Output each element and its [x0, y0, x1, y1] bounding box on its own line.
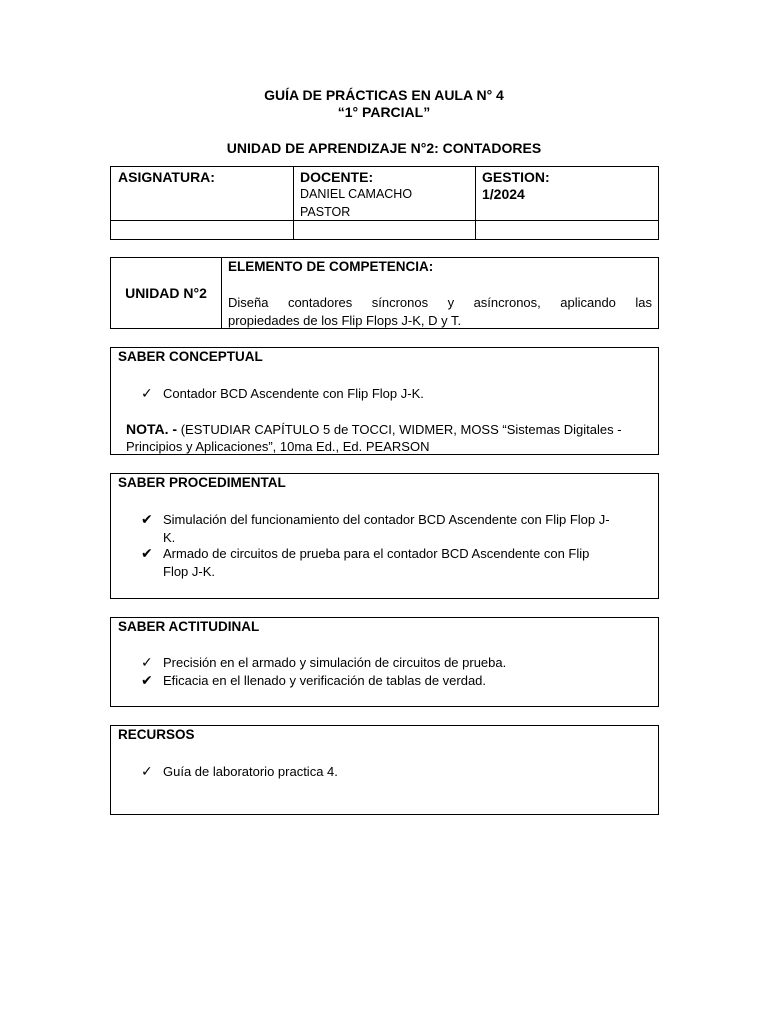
docente-label: DOCENTE:	[300, 169, 374, 185]
list-item	[163, 511, 653, 547]
unidad-label: UNIDAD N°2	[125, 285, 207, 301]
recursos-title: RECURSOS	[118, 727, 195, 742]
list-item: Eficacia en el llenado y verificación de tablas de verdad.	[163, 673, 487, 688]
asignatura-label: ASIGNATURA:	[118, 169, 215, 185]
saber-actitudinal-box	[110, 617, 659, 707]
check-icon: ✔	[141, 545, 153, 561]
docente-name	[300, 185, 412, 221]
nota-line	[126, 420, 622, 439]
gestion-value: 1/2024	[482, 186, 525, 202]
competencia-table	[110, 257, 659, 329]
list-item-line: Flop J-K.	[163, 564, 216, 579]
list-item: Precisión en el armado y simulación de circuitos de prueba.	[163, 655, 507, 670]
recursos-box	[110, 725, 659, 815]
table-divider	[221, 258, 222, 328]
nota-line: Principios y Aplicaciones”, 10ma Ed., Ed. PEARSON	[126, 439, 430, 454]
guide-subtitle: “1° PARCIAL”	[337, 104, 431, 120]
description-line: Diseña contadores síncronos y asíncronos, aplicando las	[228, 295, 652, 310]
saber-procedimental-title: SABER PROCEDIMENTAL	[118, 475, 286, 490]
nota-label: NOTA. -	[126, 421, 178, 437]
list-item	[163, 545, 653, 581]
guide-title: GUÍA DE PRÁCTICAS EN AULA N° 4	[264, 87, 504, 103]
check-icon: ✓	[141, 654, 153, 670]
competencia-description	[228, 294, 652, 330]
check-icon: ✔	[141, 672, 153, 688]
list-item-line: Armado de circuitos de prueba para el contador BCD Ascendente con Flip	[163, 546, 590, 561]
saber-conceptual-title: SABER CONCEPTUAL	[118, 349, 263, 364]
competencia-label: ELEMENTO DE COMPETENCIA:	[228, 259, 434, 274]
list-item: Guía de laboratorio practica 4.	[163, 764, 338, 779]
check-icon: ✓	[141, 385, 153, 401]
nota-text: (ESTUDIAR CAPÍTULO 5 de TOCCI, WIDMER, MOSS “Sistemas Digitales -	[180, 422, 622, 437]
table-divider	[475, 167, 476, 239]
check-icon: ✓	[141, 763, 153, 779]
description-line: propiedades de los Flip Flops J-K, D y T.	[228, 313, 462, 328]
list-item-line: K.	[163, 530, 176, 545]
list-item-line: Simulación del funcionamiento del contador BCD Ascendente con Flip Flop J-	[163, 512, 610, 527]
check-icon: ✔	[141, 511, 153, 527]
saber-conceptual-box	[110, 347, 659, 455]
table-divider	[293, 167, 294, 239]
docente-name-line: DANIEL CAMACHO	[300, 187, 413, 201]
saber-procedimental-box	[110, 473, 659, 599]
gestion-label: GESTION:	[482, 169, 550, 185]
info-table	[110, 166, 659, 240]
unit-title: UNIDAD DE APRENDIZAJE N°2: CONTADORES	[226, 140, 542, 156]
list-item: Contador BCD Ascendente con Flip Flop J-K.	[163, 386, 424, 401]
docente-name-line: PASTOR	[300, 205, 351, 219]
saber-actitudinal-title: SABER ACTITUDINAL	[118, 619, 260, 634]
